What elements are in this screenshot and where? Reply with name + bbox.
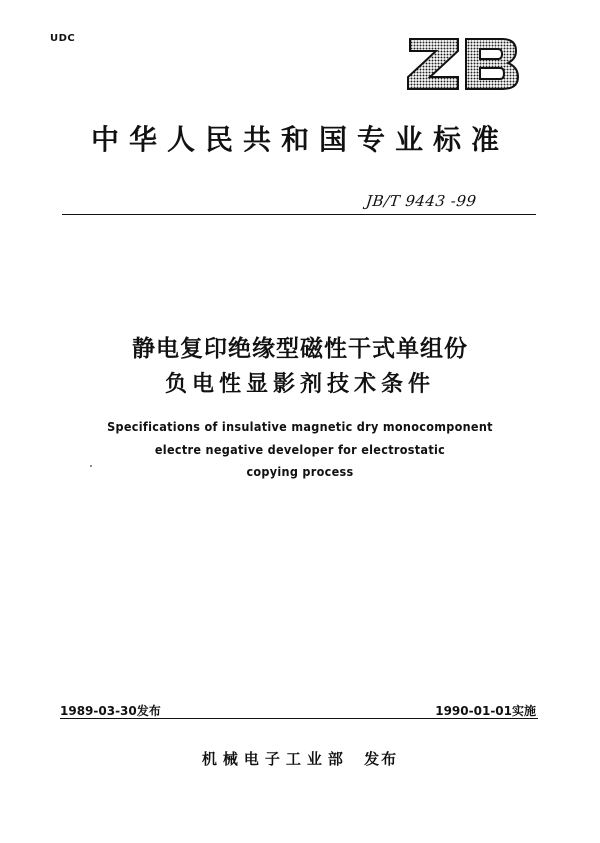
udc-label: UDC — [50, 33, 76, 44]
issuer — [0, 748, 600, 769]
title-en-line1: Specifications of insulative magnetic dry monocomponent — [107, 419, 493, 434]
issuer-organization: 机械电子工业部 — [201, 750, 349, 768]
bottom-divider — [60, 718, 538, 719]
title-en-line3: copying process — [246, 464, 354, 479]
zb-logo — [404, 35, 522, 93]
standard-code: JB/T 9443 -99 — [365, 192, 478, 210]
title-cn-line2: 负电性显影剂技术条件 — [164, 372, 435, 397]
scan-speck — [90, 465, 92, 467]
issuer-action: 发布 — [364, 750, 399, 768]
top-divider — [62, 214, 536, 215]
issue-date: 1989-03-30发布 — [60, 704, 161, 718]
title-en-line2: electre negative developer for electrostatic — [154, 442, 446, 457]
implementation-date: 1990-01-01实施 — [435, 704, 536, 718]
title-cn-line1: 静电复印绝缘型磁性干式单组份 — [132, 336, 468, 362]
org-title: 中华人民共和国专业标准 — [90, 123, 509, 156]
